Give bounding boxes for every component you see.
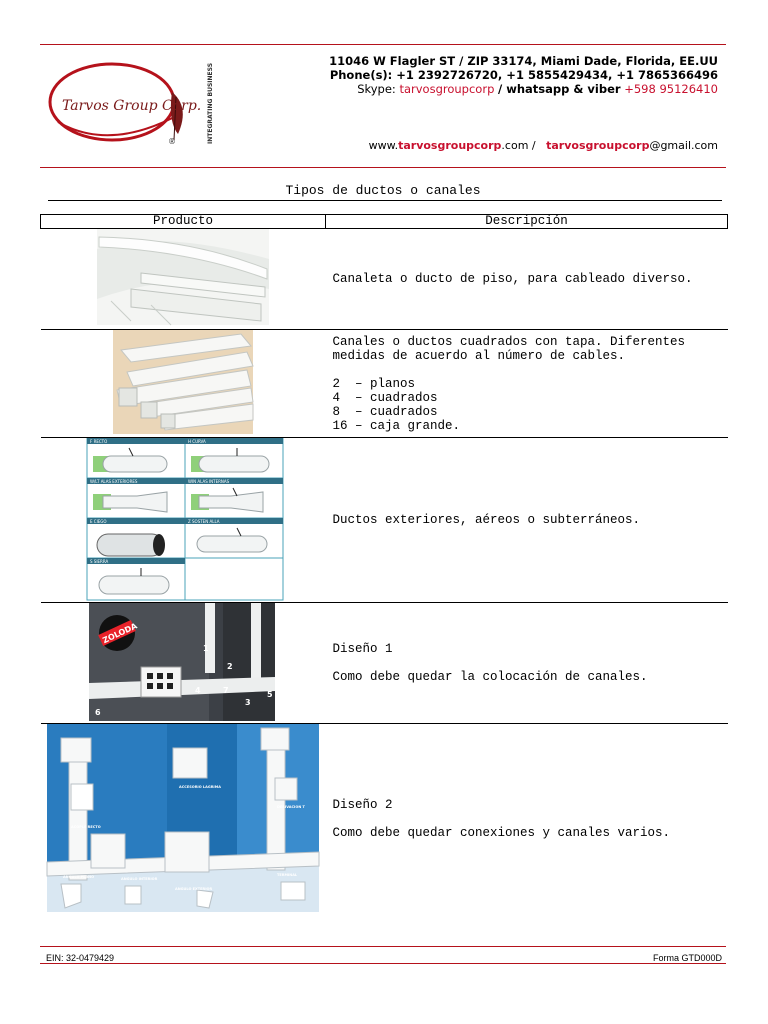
product-image-cell [41, 438, 326, 603]
skype-user[interactable]: tarvosgroupcorp [399, 82, 495, 96]
whatsapp-number[interactable]: +598 95126410 [624, 82, 718, 96]
footer-bottom-rule [40, 963, 726, 964]
design-2-image [41, 724, 325, 914]
exterior-ducts-image [41, 438, 325, 602]
svg-text:DERIVACION T: DERIVACION T [276, 805, 305, 809]
svg-text:WIN ALAS INTERNAS: WIN ALAS INTERNAS [187, 479, 229, 484]
svg-text:2: 2 [226, 662, 233, 671]
floor-duct-image [41, 229, 325, 329]
table-row [41, 229, 728, 330]
product-description: Ductos exteriores, aéreos o subterráneos. [326, 438, 728, 603]
column-header-product: Producto [41, 215, 326, 229]
header-bottom-rule [40, 167, 726, 168]
header-top-rule [40, 44, 726, 45]
page-title: Tipos de ductos o canales [285, 183, 481, 198]
svg-text:ACCESORIO LAGRIMA: ACCESORIO LAGRIMA [178, 785, 221, 789]
svg-text:5: 5 [266, 690, 273, 699]
svg-text:7: 7 [222, 686, 229, 695]
footer-ein: EIN: 32-0479429 [46, 953, 115, 963]
svg-text:3: 3 [244, 698, 251, 707]
table-row [41, 330, 728, 438]
whatsapp-label: / whatsapp & viber [498, 82, 621, 96]
square-ducts-image [41, 330, 325, 437]
svg-text:Z SOSTEN ALLA: Z SOSTEN ALLA [187, 519, 219, 524]
footer-top-rule [40, 946, 726, 947]
company-address [329, 54, 718, 96]
product-image-cell [41, 229, 326, 330]
svg-text:H CURVA: H CURVA [187, 439, 206, 444]
logo-text: Tarvos Group Corp. [62, 98, 202, 114]
products-table [40, 214, 728, 914]
table-row [41, 603, 728, 724]
footer-form-code: Forma GTD000D [652, 953, 722, 963]
svg-text:ACOPLE RECTO: ACOPLE RECTO [70, 825, 101, 829]
svg-text:4: 4 [194, 686, 201, 695]
skype-line [329, 82, 718, 96]
svg-text:ANGULO EXTERIOR: ANGULO EXTERIOR [174, 887, 212, 891]
skype-label: Skype: [357, 82, 396, 96]
svg-text:W/LT ALAS EXTERIORES: W/LT ALAS EXTERIORES [89, 479, 137, 484]
svg-text:ANGULO INTERIOR: ANGULO INTERIOR [120, 877, 157, 881]
web-contact [369, 139, 718, 152]
address-line: 11046 W Flagler ST / ZIP 33174, Miami Dade, Florida, EE.UU [329, 54, 718, 68]
svg-text:S SIERRA: S SIERRA [89, 559, 108, 564]
product-description: Diseño 1 Como debe quedar la colocación de canales. [326, 603, 728, 724]
company-logo [40, 52, 220, 152]
svg-text:TERMINAL: TERMINAL [276, 873, 297, 877]
website-link[interactable]: www.tarvosgroupcorp.com / [368, 139, 536, 152]
svg-text:E CIEGO: E CIEGO [89, 519, 107, 524]
svg-text:1: 1 [202, 644, 209, 653]
product-description: Canaleta o ducto de piso, para cableado diverso. [326, 229, 728, 330]
svg-text:F RECTO: F RECTO [89, 439, 107, 444]
title-rule [48, 200, 722, 201]
product-image-cell [41, 603, 326, 724]
product-description: Canales o ductos cuadrados con tapa. Diferentes medidas de acuerdo al número de cables. 2 – planos 4 – cuadrados 8 – cuadrados 16 – caja grande. [326, 330, 728, 438]
product-description: Diseño 2 Como debe quedar conexiones y canales varios. [332, 798, 671, 840]
design-1-image [41, 603, 325, 723]
logo-tagline: INTEGRATING BUSINESS [207, 62, 214, 144]
product-image-cell [41, 330, 326, 438]
table-row [41, 438, 728, 603]
email-link[interactable]: tarvosgroupcorp@gmail.com [546, 139, 718, 152]
svg-text:6: 6 [94, 708, 101, 717]
column-header-description: Descripción [326, 215, 728, 229]
registered-mark: ® [168, 137, 176, 146]
phone-line: Phone(s): +1 2392726720, +1 5855429434, +1 7865366496 [329, 68, 718, 82]
zoloda-badge: ZOLODA [100, 621, 139, 646]
product-image-cell [41, 724, 326, 915]
svg-text:ANGULO PLANO: ANGULO PLANO [62, 875, 94, 879]
table-row [41, 724, 728, 915]
